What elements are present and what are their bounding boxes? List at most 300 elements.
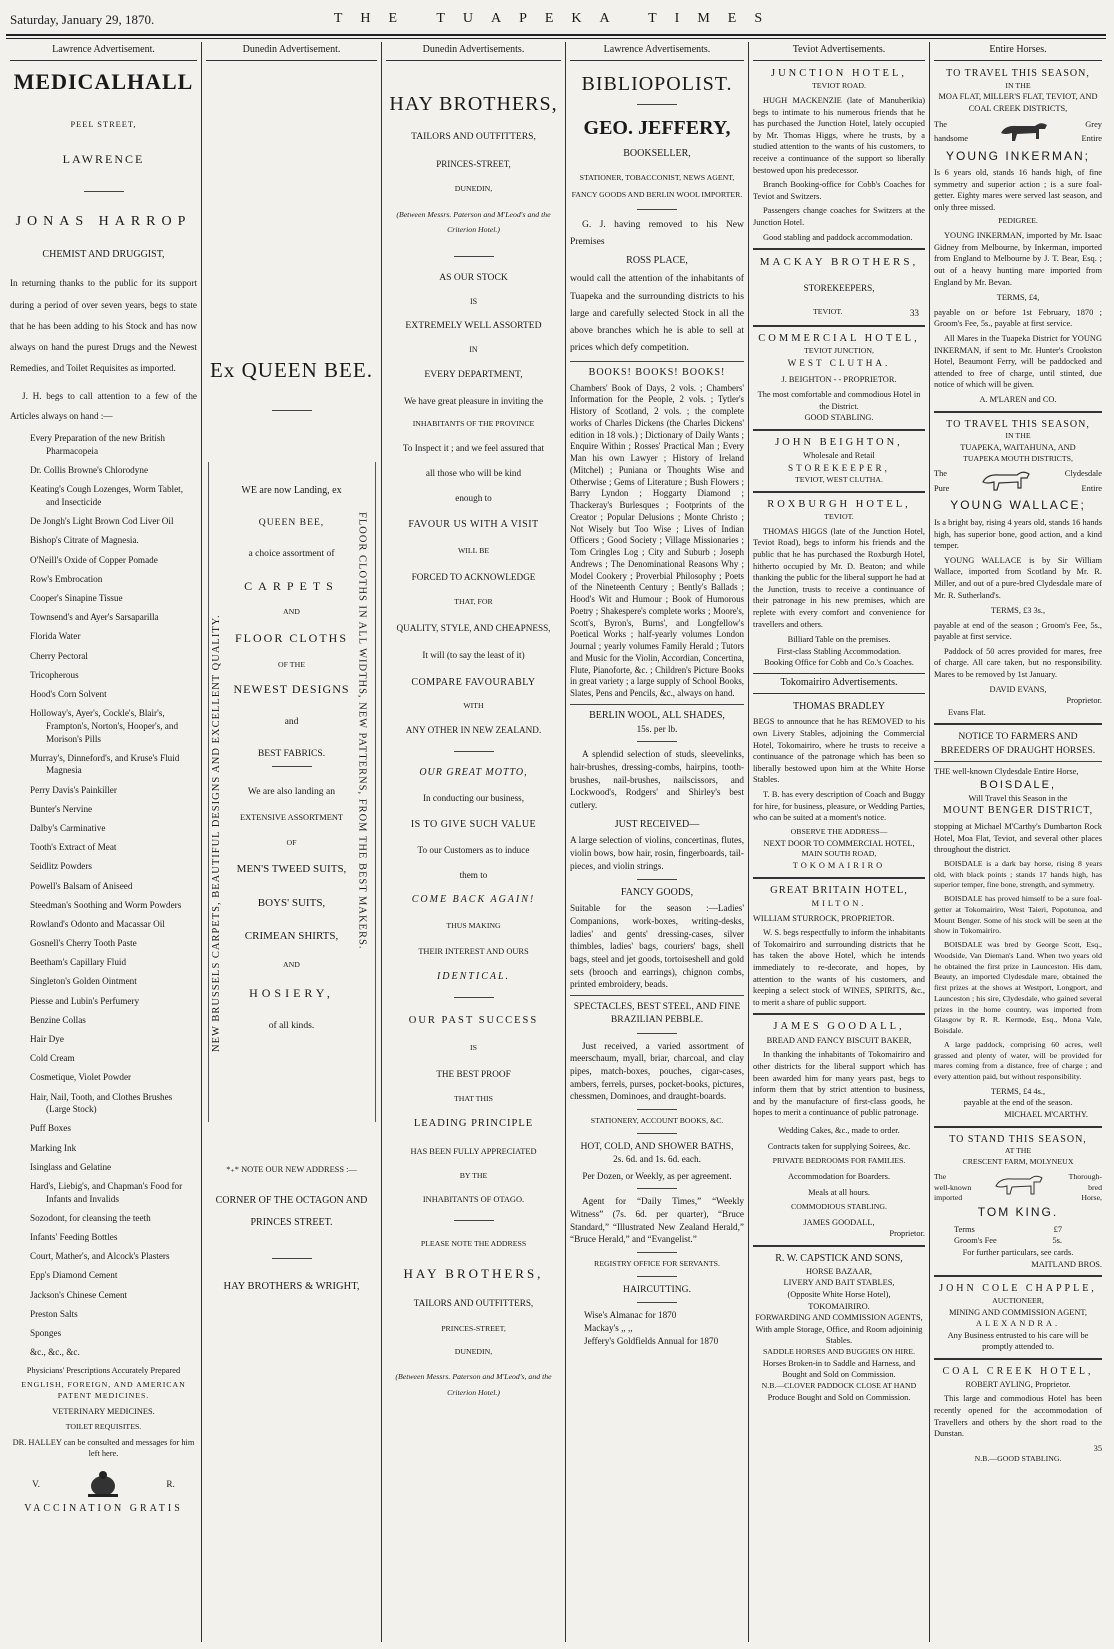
ad-intro-2: J. H. begs to call attention to a few of the Articles always on hand :— [10,391,197,421]
leading-principle: LEADING PRINCIPLE [413,1118,534,1130]
product-item: De Jongh's Light Brown Cod Liver Oil [30,516,174,527]
column-header: Dunedin Advertisements. [386,42,561,61]
spectacles: SPECTACLES, BEST STEEL, AND FINE BRAZILIAN PEBBLE. [573,1001,741,1026]
separator [637,741,677,742]
column-header: Teviot Advertisements. [753,42,925,61]
separator [272,766,312,767]
and-1: AND [283,606,300,616]
horse-icon [995,119,1055,145]
product-item: &c., &c., &c. [30,1347,80,1358]
passengers: Passengers change coaches for Switzers at the Junction Hotel. [753,206,925,227]
baths: HOT, COLD, AND SHOWER BATHS, [580,1140,734,1152]
product-item: Gosnell's Cherry Tooth Paste [30,938,137,949]
firm-heading: HAY BROTHERS, [389,92,558,115]
opposite: (Opposite White Horse Hotel), [787,1290,891,1300]
product-item: Benzine Collas [30,1014,86,1025]
ship-name: QUEEN BEE, [258,516,325,528]
tokomairiro-2: TOKOMAIRIRO. [808,1301,870,1311]
enough-line: enough to [455,492,492,503]
product-item: Tricopherous [30,669,79,680]
west-clutha: WEST CLUTHA. [787,357,891,368]
boisdale: BOISDALE, [979,778,1057,791]
will-travel: Will Travel this Season in the [968,793,1068,803]
separator [934,1275,1102,1277]
contracts: Contracts taken for supplying Soirees, &c. [767,1141,911,1151]
travel-heading-1: TO TRAVEL THIS SEASON, [946,67,1090,79]
auctioneer: AUCTIONEER, [992,1295,1044,1305]
product-item: Hair Dye [30,1034,64,1044]
choice-line: a choice assortment of [248,548,335,560]
by-the: BY THE [459,1171,488,1181]
best-fabrics: BEST FABRICS. [257,747,326,759]
product-item: Holloway's, Ayer's, Cockle's, Blair's, Frampton's, Norton's, Hooper's, and Morison's Pills [30,708,179,744]
stopping: stopping at Michael M'Carthy's Dumbarton Rock Hotel, Moa Flat, Teviot, and several other places throughout the district. [934,822,1102,855]
separator [753,248,925,250]
product-item: Steedman's Soothing and Worm Powders [30,899,182,910]
column-queen-bee [202,42,382,1642]
carpets: CARPETS [244,579,339,594]
jeffery-name: GEO. JEFFERY, [583,117,731,140]
separator [753,1013,925,1015]
ad-street: PEEL STREET, [70,120,137,130]
great-motto: OUR GREAT MOTTO, [419,766,528,778]
stationer: STATIONER, TOBACCONIST, NEWS AGENT, FANCY GOODS AND BERLIN WOOL IMPORTER. [571,172,743,199]
further: For further particulars, see cards. [962,1247,1074,1257]
almanac-1: Wise's Almanac for 1870 [584,1310,677,1321]
bradley-paragraph-2: T. B. has every description of Coach and Buggy for hire, for business, pleasure, or Wedding Parties, who can be suited at a moment's notice. [753,790,925,823]
ad-intro: In returning thanks to the public for its support during a period of over seven years, begs to state that he has been adding to his Stock and has now always on hand the purest Drugs and the Newest Remedies, and Toilet Requisites as imported. [10,278,197,374]
them-to: them to [459,869,488,880]
teviot-2: TEVIOT. [824,512,854,521]
product-item: Jackson's Chinese Cement [30,1289,128,1300]
extensive: EXTENSIVE ASSORTMENT [239,813,344,823]
product-list [10,432,197,1359]
terms-2: TERMS, £3 3s., [990,606,1046,616]
stock-line: AS OUR STOCK [439,271,508,283]
all-mares: All Mares in the Tuapeka District for YOUNG INKERMAN, if sent to Mr. Hunter's Crookston Hotel, Beaumont Ferry, will be paddocked and attended to free of charge, until stinted, due notice of which will be given. [934,333,1102,390]
product-item: Cold Cream [30,1053,75,1064]
column-entire-horses [930,42,1106,1642]
boys-suits: BOYS' SUITS, [257,896,326,909]
product-item: Dalby's Carminative [30,822,106,833]
product-item: Sponges [30,1328,62,1338]
horse-row-3 [934,1172,1102,1204]
just-received: JUST RECEIVED— [614,818,700,830]
goodall-paragraph: In thanking the inhabitants of Tokomairiro and other districts for the liberal support which has been awarded him for many years past, begs to inform them that by strict attention to business, and by the manufacture of first-class goods, he hopes to merit a continuance of public patronage. [753,1050,925,1118]
pipes-paragraph: Just received, a varied assortment of meerschaum, myall, briar, charcoal, and clay pipes, match-boxes, pouches, cigar-cases, ambers, ferrels, purses, pocket-books, pictures, chessmen, Dominoes, and draught-boards. [570,1040,744,1102]
product-item: Tooth's Extract of Meat [30,842,117,853]
grooms-value: 5s. [1052,1236,1062,1246]
bookseller: BOOKSELLER, [623,147,691,159]
v-letter: V. [32,1478,40,1489]
splendid-paragraph: A splendid selection of studs, sleevelinks, hair-brushes, dressing-combs, hairpins, tooth-brushes, nail-brushes, nailscissors, and Lockwood's, Rodgers' and Shirley's best cutlery. [570,749,744,810]
label-the-2: The [934,469,948,479]
berlin-price: 15s. per lb. [636,723,678,734]
product-item: Hard's, Liebig's, and Chapman's Food for Infants and Invalids [30,1181,183,1204]
haircutting: HAIRCUTTING. [623,1283,691,1295]
branch-booking: Branch Booking-office for Cobb's Coaches for Teviot and Switzers. [753,180,925,201]
milton: MILTON. [811,898,867,908]
ample-storage: With ample Storage, Office, and Room adjoininig Stables. [755,1324,923,1346]
all-line: all those who will be kind [425,467,522,478]
separator [753,429,925,431]
teviot-west-clutha: TEVIOT, WEST CLUTHA. [795,474,883,484]
product-item: Cherry Pectoral [30,650,88,661]
separator [637,1188,677,1189]
capstick: R. W. CAPSTICK AND SONS, [775,1253,903,1265]
boisdale-paddock: A large paddock, comprising 60 acres, well grassed and plenty of water, will be provided for mares coming from a distance, free of charge ; and every attention paid, but without responsibility. [934,1039,1102,1082]
commercial-hotel: COMMERCIAL HOTEL, [758,332,920,344]
districts-2: TUAPEKA, WAITAHUNA, AND [960,443,1076,453]
ad-trade: CHEMIST AND DRUGGIST, [42,248,165,260]
mlaren: A. M'LAREN and CO. [979,394,1057,404]
great-britain-hotel: GREAT BRITAIN HOTEL, [770,884,908,896]
veterinary: VETERINARY MEDICINES. [52,1407,155,1417]
street: PRINCES-STREET, [436,158,511,169]
separator [272,410,312,411]
between-note-2: (Between Messrs. Paterson and M'Leod's, and the Criterion Hotel.) [395,1372,552,1397]
column-teviot-tokomairiro [749,42,930,1642]
product-item: Infants' Feeding Bottles [30,1232,118,1243]
product-item: Hair, Nail, Tooth, and Clothes Brushes (Large Stock) [30,1091,173,1115]
ad-title: MEDICALHALL [13,68,194,94]
horse-right-labels [1082,119,1102,145]
separator [934,723,1102,725]
masthead-rule-thin [6,38,1106,39]
product-item: Isinglass and Gelatine [30,1161,112,1172]
product-item: Townsend's and Ayer's Sarsaparilla [30,612,159,623]
separator [454,1220,494,1221]
wholesale: Wholesale and Retail [803,451,875,461]
per-dozen: Per Dozen, or Weekly, as per agreement. [582,1170,732,1181]
label-horse: Horse, [1081,1193,1102,1203]
young-inkerman: YOUNG INKERMAN; [945,148,1090,163]
address-corner: CORNER OF THE OCTAGON AND PRINCES STREET. [215,1195,368,1228]
label-handsome: handsome [934,133,968,143]
come-back: COME BACK AGAIN! [411,894,536,906]
product-item: Keating's Cough Lozenges, Worm Tablet, and Insecticide [30,484,184,508]
districts-1: MOA FLAT, MILLER'S FLAT, TEVIOT, AND COAL CREEK DISTRICTS, [938,92,1098,113]
livery-stables: LIVERY AND BAIT STABLES, [783,1278,895,1288]
observe-address: OBSERVE THE ADDRESS— [790,826,888,836]
product-item: Every Preparation of the new British Pharmacopeia [30,433,165,456]
separator [570,704,744,705]
biblio-heading: BIBLIOPOLIST. [581,72,733,95]
r-letter: R. [166,1478,175,1489]
separator [637,1133,677,1134]
attention-paragraph: would call the attention of the inhabitants of Tuapeka and the surrounding districts to his large and carefully selected Stock in all the above branches which he is able to sell at prices which defy competition. [570,273,744,354]
mining-agent: MINING AND COMMISSION AGENT, [948,1307,1088,1317]
grooms-row [934,1235,1102,1247]
will-be: WILL BE [457,546,490,556]
agent-paragraph: Agent for “Daily Times,” “Weekly Witness” (7s. 6d. per quarter), “Bruce Standard,” “Illustrated New Zealand Herald,” “Bruce Herald,” and “Evangelist.” [570,1196,744,1245]
stock-lines [386,271,561,381]
mens-suits: MEN'S TWEED SUITS, [236,863,347,876]
separator [84,191,124,192]
james-goodall: JAMES GOODALL, [773,1021,905,1033]
identical: IDENTICAL. [436,970,511,982]
stock-line: IN [469,345,478,355]
crimean-shirts: CRIMEAN SHIRTS, [244,929,339,942]
horse-left-labels-2 [934,468,949,494]
main-south-road: MAIN SOUTH ROAD, [801,849,877,859]
horse-left-labels-3 [934,1172,971,1204]
saddle-horses: SADDLE HORSES AND BUGGIES ON HIRE. [762,1346,916,1356]
tailors: TAILORS AND OUTFITTERS, [411,131,536,143]
ad-number: 33 [909,308,919,319]
column-bibliopolist [566,42,749,1642]
product-item: O'Neill's Oxide of Copper Pomade [30,554,158,565]
column-header: Entire Horses. [934,42,1102,61]
mackenzie-paragraph: HUGH MACKENZIE (late of Manuherikia) begs to intimate to his numerous friends that he has purchased the Junction Hotel, lately occupied by Mr. Thomas Higgs, where he trusts, by a studied attention to the wants of his customers, to receive a continuance of the support so liberally bestowed upon his predecessor. [753,96,925,175]
queen-bee-heading: Ex QUEEN BEE. [210,358,373,382]
tailors-2: TAILORS AND OUTFITTERS, [413,1298,534,1309]
label-grey: Grey [1085,119,1102,129]
product-item: Sozodont, for cleansing the teeth [30,1212,151,1223]
ad-number-35: 35 [1093,1443,1102,1453]
conducting-line: In conducting our business, [422,792,525,803]
prescriptions: Physicians' Prescriptions Accurately Prepared [26,1366,181,1376]
separator [637,879,677,880]
column-header: Lawrence Advertisement. [10,42,197,61]
billiard: Billiard Table on the premises. [787,635,891,645]
mount-benger: MOUNT BENGER DISTRICT, [942,805,1094,817]
vertical-right-text: FLOOR CLOTHS IN ALL WIDTHS, NEW PATTERNS, FROM THE BEST MAKERS. [356,512,368,950]
product-item: Seidlitz Powders [30,861,93,872]
storekeepers: STOREKEEPERS, [803,283,875,294]
in-the-2: IN THE [1005,431,1031,441]
product-item: Piesse and Lubin's Perfumery [30,995,140,1006]
bread-biscuit: BREAD AND FANCY BISCUIT BAKER, [766,1035,912,1045]
product-item: Dr. Collis Browne's Chlorodyne [30,465,149,476]
column-hay-brothers [382,42,566,1642]
accommodation: Accommodation for Boarders. [787,1171,891,1181]
horse-right-labels-2 [1065,468,1102,494]
bradley-paragraph: BEGS to announce that he has REMOVED to his own Livery Stables, adjoining the Commercial Hotel, Tokomairiro, where he trusts to receive a continuance of the patronage which has been so liberally bestowed upon him at the White Horse Stables. [753,717,925,785]
meals: Meals at all hours. [808,1187,870,1197]
separator [753,325,925,327]
separator [570,995,744,996]
terms-1: TERMS, £4, [996,293,1040,303]
almanac-2: Mackay's ,, ,, [584,1322,633,1333]
tokomairiro: TOKOMAIRIRO [792,860,886,870]
hosiery: HOSIERY, [249,985,334,1000]
horse-icon [977,468,1037,494]
violins-paragraph: A large selection of violins, concertinas, flutes, violin bows, bow hair, rosin, fingerboards, tail-pieces, and violin strings. [570,835,744,871]
royal-arms-icon [84,1470,122,1498]
horse-bazaar: HORSE BAZAAR, [805,1266,873,1276]
separator [753,877,925,879]
label-entire: Entire [1081,133,1102,143]
separator [637,104,677,105]
good-stabling: Good stabling and paddock accommodation. [763,232,913,242]
young-wallace: YOUNG WALLACE; [950,498,1086,513]
separator [934,411,1102,413]
separator [637,1033,677,1034]
inkerman-desc: Is 6 years old, stands 16 hands high, of fine symmetry and superior action ; is a sure foal-getter. Eighty mares were served last season, and only three missed. [934,168,1102,212]
firm-heading-2: HAY BROTHERS, [403,1266,544,1282]
columns [6,42,1106,1642]
is-2: IS [470,1042,477,1052]
forwarding: FORWARDING AND COMMISSION AGENTS, [755,1313,923,1323]
toilet-requisites: TOILET REQUISITES. [65,1422,142,1432]
stock-line: EXTREMELY WELL ASSORTED [405,320,542,332]
commodious-stabling: COMMODIOUS STABLING. [791,1202,887,1212]
ayling-paragraph: This large and commodious Hotel has been recently opened for the accommodation of Travellers and others by the short road to the Dunstan. [934,1394,1102,1439]
and-3: AND [283,959,300,969]
product-item: Bunter's Nervine [30,803,93,814]
their-interest: THEIR INTEREST AND OURS [418,947,529,957]
next-door: NEXT DOOR TO COMMERCIAL HOTEL, [763,838,915,848]
of-the: OF THE [278,660,305,670]
maitland: MAITLAND BROS. [1031,1259,1102,1269]
landing-line: WE are now Landing, ex [241,485,342,496]
any-business: Any Business entrusted to his care will be promptly attended to. [947,1330,1089,1352]
also-landing: We are also landing an [247,785,336,797]
chapple: JOHN COLE CHAPPLE, [939,1283,1097,1295]
separator [637,1276,677,1277]
good-stabling-2: GOOD STABLING. [804,413,874,423]
product-item: Hood's Corn Solvent [30,688,107,699]
otago: INHABITANTS OF OTAGO. [422,1194,525,1204]
horse-right-labels-3 [1069,1172,1102,1204]
masthead-rule [6,34,1106,36]
ad-proprietor: JONAS HARROP [15,214,192,230]
separator [570,361,744,362]
registry: REGISTRY OFFICE FOR SERVANTS. [594,1259,720,1269]
clover-paddock: N.B.—CLOVER PADDOCK CLOSE AT HAND [761,1380,917,1390]
terms-2-text: payable at end of the season ; Groom's Fee, 5s., payable at first service. [934,620,1102,642]
label-bred: bred [1088,1182,1102,1192]
product-item: Powell's Balsam of Aniseed [30,880,133,891]
label-imported: imported [934,1193,963,1203]
boisdale-bred: BOISDALE was bred by George Scott, Esq., Woodside, Van Dieman's Land. When two years old he obtained the first prize in Launceston. His dam, Beauty, an imported Clydesdale mare, obtained the first prizes at the shows at Westport, Longport, and Launceston ; his sire, Clydesdale, who gained several prizes in the home country, was imported from Glasgow by R. R. Kermode, Esq., Mona Vale, Boisdale. [934,940,1102,1036]
in-the-1: IN THE [1005,80,1031,90]
separator [934,1358,1102,1360]
product-item: Marking Ink [30,1142,77,1153]
books-heading: BOOKS! BOOKS! BOOKS! [588,366,726,378]
product-item: Rowland's Odonto and Macassar Oil [30,918,165,929]
sturrock-paragraph: W. S. begs respectfully to inform the inhabitants of Tokomairiro and surrounding districts that he has taken the above Hotel, which he intends immediately to re-decorate, and hopes, by attention to the wants of his customers, and keeping a select stock of WINES, SPIRITS, &c., to merit a share of public support. [753,928,925,1007]
inspect-line: To Inspect it ; and we feel assured that [402,443,545,454]
favour-line: FAVOUR US WITH A VISIT [408,519,539,531]
inhabitants: INHABITANTS OF THE PROVINCE [412,419,535,429]
product-item: Singleton's Golden Ointment [30,976,137,987]
thomas-bradley: THOMAS BRADLEY [793,700,885,712]
horse-row-1 [934,119,1102,145]
between-note: (Between Messrs. Paterson and M'Leod's and the Criterion Hotel.) [396,209,551,235]
teviot-junction: TEVIOT JUNCTION, [803,346,875,356]
stock-line: EVERY DEPARTMENT, [424,368,523,380]
label-entire-2: Entire [1081,483,1102,493]
broken-in: Horses Broken-in to Saddle and Harness, and Bought and Sold on Commission. [762,1358,916,1380]
new-address-note: *₊* NOTE OUR NEW ADDRESS :— [226,1165,357,1174]
private-bedrooms: PRIVATE BEDROOMS FOR FAMILIES. [772,1156,906,1166]
any-other: ANY OTHER IN NEW ZEALAND. [405,725,542,736]
label-well-known: well-known [934,1182,972,1192]
product-item: Bishop's Citrate of Magnesia. [30,535,139,546]
carpet-ad-body [230,484,353,1033]
terms-1-text: payable on or before 1st February, 1870 ; Groom's Fee, 5s., payable at first service. [934,307,1102,329]
separator [637,1252,677,1253]
masthead [10,8,1104,34]
label-the: The [934,119,948,129]
removed-line: G. J. having removed to his New Premises [570,219,744,248]
stock-line: IS [469,297,478,307]
goodall-sig: JAMES GOODALL, [803,1217,875,1227]
firm-name: HAY BROTHERS & WRIGHT, [223,1281,360,1292]
districts-2b: TUAPEKA MOUTH DISTRICTS, [963,453,1073,463]
column-header: Dunedin Advertisement. [206,42,377,61]
of-2: OF [286,837,297,847]
crescent-farm: CRESCENT FARM, MOLYNEUX [962,1157,1074,1167]
booking-office: Booking Office for Cobb and Co.'s Coaches. [764,658,914,668]
wallace-pedigree: YOUNG WALLACE is by Sir William Wallace, imported from Scotland by Mr. R. Miller, and out of a pure-bred Clydesdale mare of Mr. R. Sutherland's. [934,555,1102,600]
paddock-text: Paddock of 50 acres provided for mares, free of charge. All care taken, but no responsibility. Mares to be removed by 1st January. [934,646,1102,680]
ad-town: LAWRENCE [62,151,145,166]
newest-designs: NEWEST DESIGNS [233,681,350,696]
boisdale-desc: BOISDALE is a dark bay horse, rising 8 years old, with black points ; stands 17 hands high, has superior temper, fine bone, strength, and symmetry. [934,858,1102,890]
evans-flat: Evans Flat. [948,707,986,717]
john-beighton: JOHN BEIGHTON, [775,437,903,448]
terms-3-text: payable at the end of the season. [963,1098,1073,1108]
product-item: Beetham's Capillary Fluid [30,957,127,968]
wedding-cakes: Wedding Cakes, &c., made to order. [778,1125,900,1135]
proprietor: Proprietor. [889,1229,925,1239]
beighton-prop: J. BEIGHTON - - PROPRIETOR. [781,374,897,384]
books-list: Chambers' Book of Days, 2 vols. ; Chambers' Information for the People, 2 vols. ; Tytler's History of Scotland, 2 vols. ; the complete works of Charles Dickens (the Charles Dickens' edition in 18 vols.) ; Dictionary of Daily Wants ; Enquire Within ; Rosses' Practical Man ; Every Man his own Lawyer ; History of Ireland (Mitchel) ; Puniana or Thoughts Wise and Otherwise ; Gems of Literature ; Bush Flowers ; Barry Lyndon ; Hoggarty Diamond ; Thackeray's Burlesques ; Footprints of the Creator ; Popular Delusions ; Monte Christo ; Not Wisely but Too Wise ; Lives of Indian Officers ; Good Society ; Village Missionaries ; Tom Cringles Log ; City and Suburb ; Joseph Andrews ; The Denominational Reasons Why ; Model Cookery ; Proverbial Philosophy ; Poets of the Nineteenth Century ; Bently's Ballads ; Hood's Wit and Humour ; Book of Humorous Poetry ; Shakespere's complete works ; Moore's, Scott's, Byron's, Burns', and Longfellow's Poetical Works ; half-yearly volumes London Journal ; yearly volumes Family Herald ; Tutors and Music for the Violin, Accordian, Concertina, Flute, Pianoforte, &c. ; Children's Picture Books in great variety ; a large supply of School Books, Slates, Pens and Pencils, &c., always on hand. [570,382,744,699]
pedigree: PEDIGREE. [998,216,1038,226]
storekeeper: STOREKEEPER, [788,463,890,474]
forced-line: FORCED TO ACKNOWLEDGE [411,571,536,582]
wallace-desc: Is a bright bay, rising 4 years old, stands 16 hands high, has superior bone, good action, and a kind temper. [934,517,1102,551]
separator [753,1245,925,1247]
label-clydesdale: Clydesdale [1064,469,1102,479]
stand-heading: TO STAND THIS SEASON, [949,1133,1087,1145]
junction-hotel: JUNCTION HOTEL, [771,67,907,79]
fancy-goods: FANCY GOODS, [620,886,694,898]
street-2: PRINCES-STREET, [441,1323,506,1333]
mccarthy: MICHAEL M'CARTHY. [1004,1110,1088,1120]
with-line: WITH [463,701,484,711]
patent-medicines: ENGLISH, FOREIGN, AND AMERICAN PATENT MEDICINES. [21,1379,186,1400]
thus-making: THUS MAKING [446,921,501,931]
product-item: Cooper's Sinapine Tissue [30,593,123,603]
that-this: THAT THIS [454,1094,493,1104]
coal-creek-hotel: COAL CREEK HOTEL, [942,1366,1094,1378]
separator [272,1258,312,1259]
separator [637,1109,677,1110]
terms-row [934,1224,1102,1236]
quality-line: QUALITY, STYLE, AND CHEAPNESS, [396,623,551,634]
product-item: Murray's, Dinneford's, and Kruse's Fluid Magnesia [30,752,180,776]
label-pure: Pure [934,483,950,493]
label-the-3: The [934,1171,947,1181]
ayling: ROBERT AYLING, Proprietor. [965,1379,1071,1389]
appreciated: HAS BEEN FULLY APPRECIATED [410,1146,537,1156]
that-for: THAT, FOR [454,597,493,607]
royal-arms-row [10,1470,197,1498]
to-customers: To our Customers as to induce [417,845,530,856]
horse-row-2 [934,468,1102,494]
berlin-wool: BERLIN WOOL, ALL SHADES, [589,709,725,721]
horse-icon [990,1172,1050,1198]
most-comfortable: The most comfortable and commodious Hotel in the District. [757,390,921,411]
almanac-3: Jeffery's Goldfields Annual for 1870 [584,1335,719,1346]
vertical-left-text: NEW BRUSSELS CARPETS, BEAUTIFUL DESIGNS AND EXCELLENT QUALITY. [211,614,222,1052]
separator [454,997,494,998]
product-item: Preston Salts [30,1308,78,1319]
